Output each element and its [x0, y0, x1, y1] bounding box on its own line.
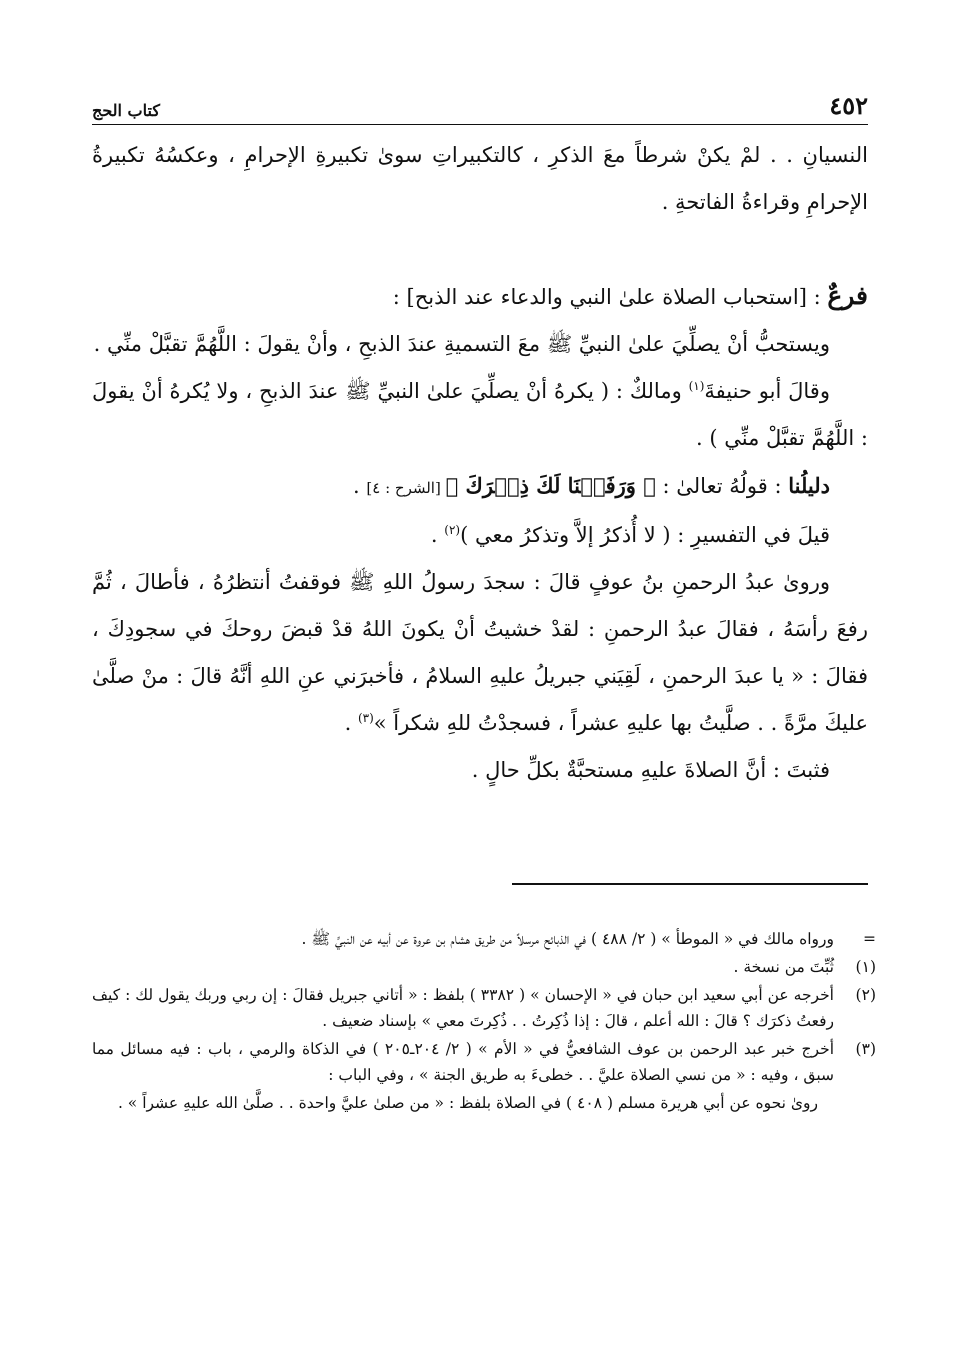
- section-gap: [92, 226, 868, 272]
- footnote-marker-1[interactable]: (١): [688, 379, 705, 393]
- footnote-1: [92, 954, 876, 980]
- footnote-3: [92, 1036, 876, 1088]
- p6-text: وروىٰ عبدُ الرحمنِ بنُ عوفٍ قالَ : سجدَ رسولُ اللهِ ﷺ فوقفتُ أنتظرُهُ ، فأطالَ ، ثُمَّ رفعَ رأسَهُ ، فقالَ عبدُ الرحمنِ : لقدْ خشيتُ أنْ يكونَ اللهُ قدْ قبضَ روحكَ في سجودِكَ ، فقالَ : « يا عبدَ الرحمنِ ، لَقِيَني جبريلُ عليهِ السلامُ ، فأخبرَني عنِ اللهِ أنَّهُ قالَ : منْ صلَّىٰ عليكَ مرَّةً . . صلَّيتُ بها عليهِ عشراً ، فسجدْتُ للهِ شكراً »: [92, 570, 868, 735]
- section-title: : [استحباب الصلاة علىٰ النبي والدعاء عند الذبح] :: [392, 285, 828, 309]
- page-header: [92, 88, 868, 120]
- footnote-3-subtext: روىٰ نحوه عن أبي هريرة مسلم ( ٤٠٨ ) في الصلاة بلفظ : « من صلىٰ عليَّ واحدة . . صلَّىٰ الله عليهِ عشراً » .: [117, 1094, 818, 1112]
- paragraph-7: فثبتَ : أنَّ الصلاةَ عليهِ مستحبَّةٌ بكلِّ حالٍ .: [471, 758, 830, 782]
- header-divider: [92, 124, 868, 125]
- footnote-2: [92, 982, 876, 1034]
- p5-text: قيلَ في التفسيرِ : ( لا أُذكرُ إلاَّ وتذكرُ معي ): [460, 523, 830, 547]
- p4-end: .: [353, 474, 367, 498]
- paragraph-5: [92, 512, 868, 559]
- footnote-marker-3[interactable]: (٣): [357, 711, 374, 725]
- main-text: [92, 132, 868, 794]
- p6-end: .: [344, 711, 358, 735]
- paragraph-4: [92, 462, 868, 512]
- footnote-2-number: (٢): [855, 986, 876, 1004]
- footnote-marker-2[interactable]: (٢): [444, 523, 461, 537]
- section-label: فرعٌ: [827, 281, 868, 310]
- footnote-1-text: ثُبِّتَ من نسخة .: [733, 958, 834, 976]
- footnote-divider: [512, 883, 868, 885]
- paragraph-3: [92, 368, 868, 462]
- paragraph-6: [92, 559, 868, 747]
- section-heading: [92, 272, 868, 321]
- footnotes-section: [92, 926, 876, 1116]
- quran-verse: ﴿ وَرَفَعۡنَا لَكَ ذِكۡرَكَ ﴾: [445, 473, 656, 498]
- footnote-2-text: أخرجه عن أبي سعيد ابن حبان في « الإحسان » ( ٣٣٨٢ ) بلفظ : « أتاني جبريل فقالَ : إن ربي وربك يقول لك : كيف رفعتُ ذكرَك ؟ قالَ : الله أعلم ، قالَ : إذا ذُكِرتُ . . ذُكِرتَ معي » بإسناد ضعيف .: [92, 986, 834, 1030]
- p3-text-after: ومالكٌ : ( يكرهُ أنْ يصلِّيَ علىٰ النبيِّ ﷺ عندَ الذبحِ ، ولا يُكرهُ أنْ يقولَ : اللَّهُمَّ تقبَّلْ منِّي ) .: [92, 379, 868, 450]
- footnote-3-text: أخرج خبر عبد الرحمن بن عوف الشافعيُّ في « الأم » ( ٢/ ٢٠٤ـ٢٠٥ ) في الذكاة والرمي ، باب : فيه مسائل مما سبق ، وفيه : « من نسي الصلاة عليَّ . . خطىءَ به طريق الجنة » ، وفي الباب :: [92, 1040, 834, 1084]
- verse-reference: [الشرح : ٤]: [366, 479, 446, 497]
- continuation-text: ورواه مالك في « الموطأ » ( ٢/ ٤٨٨ ) في الذبائح مرسلاً من طريق هشام بن عروة عن أبيه عن النبيِّ ﷺ .: [301, 930, 834, 948]
- footnote-3-number: (٣): [855, 1040, 876, 1058]
- paragraph-2: ويستحبُّ أنْ يصلِّيَ علىٰ النبيِّ ﷺ معَ التسميةِ عندَ الذبحِ ، وأنْ يقولَ : اللَّهُمَّ تقبَّلْ منِّي .: [93, 332, 830, 356]
- evidence-label: دليلُنا: [788, 473, 830, 498]
- p5-end: .: [430, 523, 445, 547]
- p4-text: : قولُهُ تعالىٰ :: [655, 474, 789, 498]
- p3-text-before: وقالَ أبو حنيفةَ: [704, 379, 830, 403]
- footnote-continuation: [92, 926, 876, 952]
- paragraph-1: النسيانِ . . لمْ يكنْ شرطاً معَ الذكرِ ، كالتكبيراتِ سوىٰ تكبيرةِ الإحرامِ ، وعكسُهُ تكبيرةُ الإحرامِ وقراءةُ الفاتحةِ .: [92, 143, 868, 214]
- running-title: كتاب الحج: [92, 101, 160, 120]
- footnote-1-number: (١): [855, 958, 876, 976]
- continuation-mark: =: [863, 930, 876, 948]
- page-number: ٤٥٢: [829, 91, 868, 120]
